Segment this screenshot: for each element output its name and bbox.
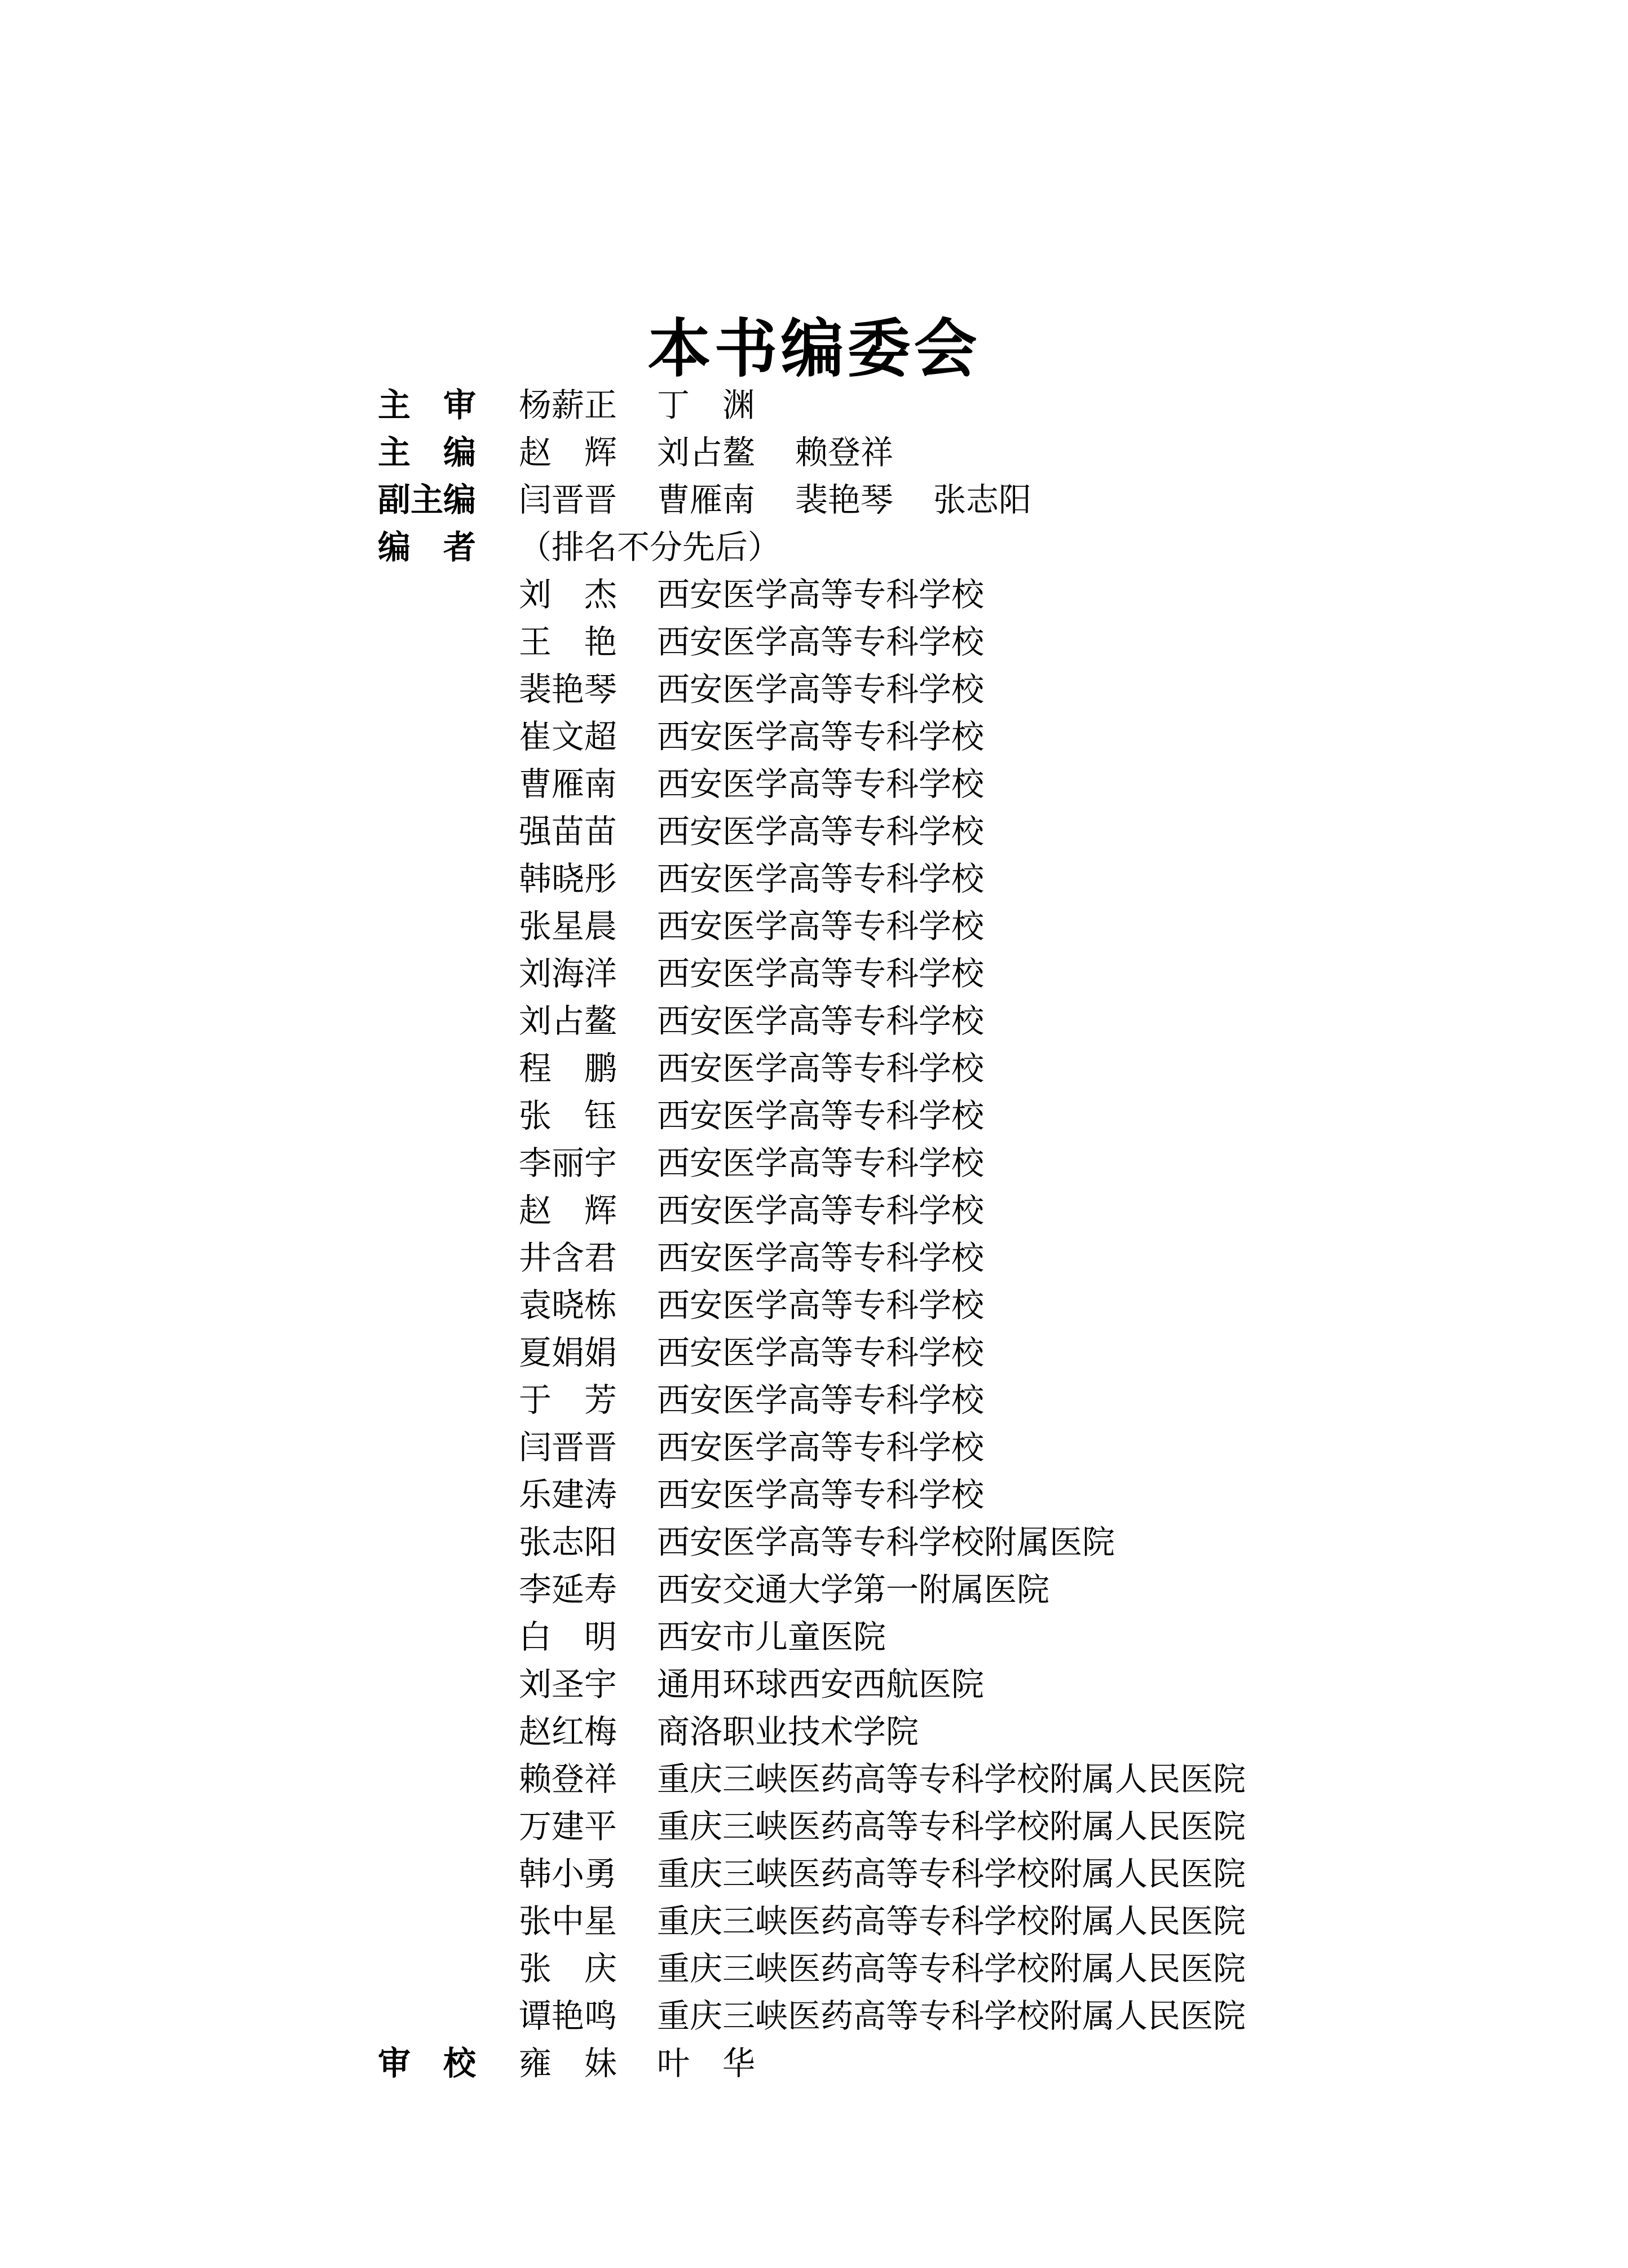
editor-name: 韩晓彤 [519,860,617,898]
editor-row [378,1045,1506,1092]
role-row-deputy-editor [378,476,1506,523]
editor-name: 强苗苗 [519,812,617,851]
editor-row [378,1850,1506,1897]
editor-name: 白 明 [519,1618,617,1656]
editor-affiliation: 西安医学高等专科学校 [657,1428,985,1467]
editor-row [378,713,1506,760]
editor-affiliation: 西安医学高等专科学校 [657,1286,985,1324]
person-name: 张志阳 [933,481,1032,519]
editor-name: 刘 杰 [519,575,617,614]
editor-name: 张志阳 [519,1523,617,1561]
editor-row [378,1329,1506,1376]
person-name: 裴艳琴 [795,481,894,519]
editor-row [378,997,1506,1045]
editor-row [378,1708,1506,1755]
editor-affiliation: 西安医学高等专科学校 [657,670,985,708]
editor-affiliation: 西安医学高等专科学校 [657,717,985,756]
editor-row [378,1613,1506,1661]
role-names [519,2040,755,2087]
editor-affiliation: 重庆三峡医药高等专科学校附属人民医院 [657,1760,1246,1798]
editor-name: 张中星 [519,1902,617,1940]
editor-name: 李丽宇 [519,1144,617,1182]
editor-name: 李延寿 [519,1570,617,1609]
editor-affiliation: 商洛职业技术学院 [657,1712,919,1751]
editor-row [378,666,1506,713]
editor-affiliation: 重庆三峡医药高等专科学校附属人民医院 [657,1949,1246,1988]
editor-row [378,1139,1506,1187]
editor-affiliation: 西安医学高等专科学校 [657,907,985,945]
editor-row [378,1755,1506,1803]
page-title: 本书编委会 [647,312,981,386]
editor-name: 韩小勇 [519,1855,617,1893]
editor-row [378,1566,1506,1613]
editor-name: 夏娟娟 [519,1333,617,1372]
editor-name: 张 钰 [519,1096,617,1135]
editor-affiliation: 西安医学高等专科学校 [657,1239,985,1277]
editor-row [378,855,1506,902]
editor-row [378,1803,1506,1850]
editor-row [378,1376,1506,1424]
person-name: 赵 辉 [519,433,617,472]
editor-row [378,1945,1506,1992]
editor-row [378,902,1506,950]
editor-affiliation: 西安医学高等专科学校 [657,575,985,614]
editor-name: 井含君 [519,1239,617,1277]
editor-affiliation: 通用环球西安西航医院 [657,1665,985,1703]
role-names [519,476,1031,523]
editor-affiliation: 西安医学高等专科学校 [657,1381,985,1419]
person-name: 叶 华 [657,2044,756,2082]
editor-affiliation: 西安医学高等专科学校 [657,1191,985,1230]
role-label: 副主编 [378,481,477,519]
editor-affiliation: 重庆三峡医药高等专科学校附属人民医院 [657,1902,1246,1940]
editor-name: 乐建涛 [519,1476,617,1514]
role-label: 主 审 [378,386,477,424]
editor-affiliation: 西安医学高等专科学校 [657,1002,985,1040]
editor-row [378,1661,1506,1708]
editor-name: 裴艳琴 [519,670,617,708]
editor-name: 赵 辉 [519,1191,617,1230]
role-label: 编 者 [378,528,477,566]
editor-row [378,808,1506,855]
editor-name: 王 艳 [519,623,617,661]
editor-row [378,571,1506,618]
editor-row [378,1471,1506,1518]
editor-row [378,1897,1506,1945]
person-name: 刘占鳌 [657,433,756,472]
editor-row [378,950,1506,997]
editor-row [378,1992,1506,2040]
editor-name: 崔文超 [519,717,617,756]
editor-name: 刘圣宇 [519,1665,617,1703]
editor-affiliation: 西安医学高等专科学校附属医院 [657,1523,1115,1561]
editors-order-note: （排名不分先后） [519,528,781,566]
editor-name: 刘占鳌 [519,1002,617,1040]
editor-row [378,1187,1506,1234]
role-row-chief-editor [378,429,1506,476]
committee-list [378,381,1506,2087]
editor-name: 闫晋晋 [519,1428,617,1467]
person-name: 杨薪正 [519,386,617,424]
person-name: 雍 妹 [519,2044,617,2082]
role-names [519,381,755,429]
editor-affiliation: 西安医学高等专科学校 [657,1049,985,1087]
editor-name: 张星晨 [519,907,617,945]
editor-row [378,618,1506,666]
person-name: 丁 渊 [657,386,756,424]
editor-row [378,1281,1506,1329]
editor-name: 袁晓栋 [519,1286,617,1324]
editor-affiliation: 西安市儿童医院 [657,1618,886,1656]
editor-affiliation: 重庆三峡医药高等专科学校附属人民医院 [657,1855,1246,1893]
role-names [519,429,893,476]
editor-name: 曹雁南 [519,765,617,803]
editor-name: 万建平 [519,1807,617,1846]
editor-name: 赵红梅 [519,1712,617,1751]
person-name: 赖登祥 [795,433,894,472]
editor-affiliation: 重庆三峡医药高等专科学校附属人民医院 [657,1807,1246,1846]
editor-name: 于 芳 [519,1381,617,1419]
editor-affiliation: 西安医学高等专科学校 [657,1476,985,1514]
person-name: 曹雁南 [657,481,756,519]
editor-name: 张 庆 [519,1949,617,1988]
editor-affiliation: 西安医学高等专科学校 [657,1096,985,1135]
editor-affiliation: 西安医学高等专科学校 [657,623,985,661]
editor-row [378,1518,1506,1566]
role-row-editors [378,523,1506,571]
editor-row [378,1092,1506,1139]
role-label: 主 编 [378,433,477,472]
role-row-chief-reviewer [378,381,1506,429]
editor-name: 刘海洋 [519,954,617,993]
editor-affiliation: 西安医学高等专科学校 [657,812,985,851]
editor-affiliation: 西安医学高等专科学校 [657,1333,985,1372]
editor-row [378,1234,1506,1281]
editor-name: 程 鹏 [519,1049,617,1087]
editor-affiliation: 西安医学高等专科学校 [657,860,985,898]
editor-affiliation: 重庆三峡医药高等专科学校附属人民医院 [657,1997,1246,2035]
editor-name: 谭艳鸣 [519,1997,617,2035]
person-name: 闫晋晋 [519,481,617,519]
editor-affiliation: 西安交通大学第一附属医院 [657,1570,1050,1609]
role-row-proofreaders [378,2040,1506,2087]
editor-affiliation: 西安医学高等专科学校 [657,765,985,803]
editor-row [378,1424,1506,1471]
editor-affiliation: 西安医学高等专科学校 [657,954,985,993]
role-label: 审 校 [378,2044,477,2082]
editor-name: 赖登祥 [519,1760,617,1798]
editor-affiliation: 西安医学高等专科学校 [657,1144,985,1182]
editor-row [378,760,1506,808]
